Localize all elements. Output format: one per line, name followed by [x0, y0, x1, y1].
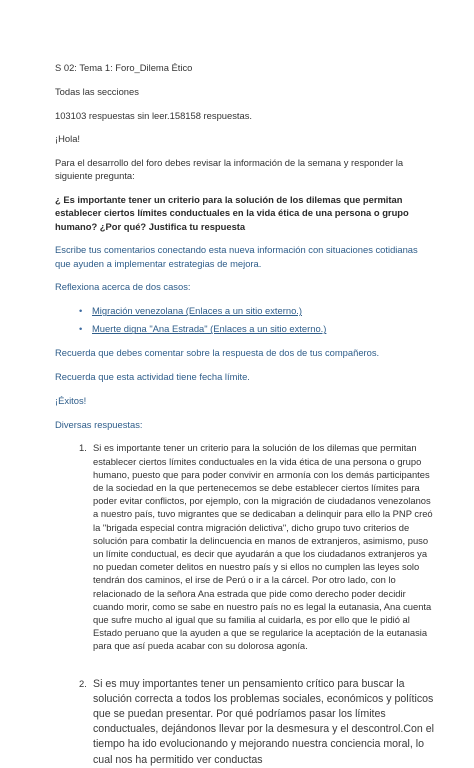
- sections-label: Todas las secciones: [55, 85, 139, 97]
- success-message: ¡Éxitos!: [55, 394, 87, 406]
- answer-number: 1.: [79, 442, 87, 454]
- answer-item: [55, 441, 434, 652]
- answers-list: [55, 441, 434, 767]
- remember-comment: Recuerda que debes comentar sobre la respuesta de dos de tus compañeros.: [55, 347, 380, 359]
- page-title: S 02: Tema 1: Foro_Dilema Ético: [55, 62, 193, 73]
- answer-item: [55, 677, 434, 768]
- answer-text: Si es muy importantes tener un pensamiento crítico para buscar la solución correcta a todos los problemas sociales, económicos y políticos que se puedan presentar. Por qué podríamos pasar los límites conductuales, dejándonos llevar por la desmesura y el descontrol.Con el tiempo ha ido evolucionando y mejorando nuestra conciencia moral, lo cual nos ha permitido ver conductas: [93, 677, 434, 766]
- forum-question: ¿ Es importante tener un criterio para la solución de los dilemas que permitan establecer ciertos límites conductuales en la vida ética de una persona o grupo humano? ¿Por qué? Justifica tu respuesta: [55, 194, 409, 232]
- answer-spacer: [55, 653, 434, 677]
- greeting: ¡Hola!: [55, 133, 81, 145]
- link-migracion-venezolana[interactable]: Migración venezolana (Enlaces a un sitio externo.): [92, 305, 303, 317]
- link-muerte-digna[interactable]: Muerte digna "Ana Estrada" (Enlaces a un sitio externo.): [92, 323, 327, 335]
- answer-text: Si es importante tener un criterio para la solución de los dilemas que permitan establecer ciertos límites conductuales en la vida ética de una persona o grupo humano, puesto que para poder convivir en armonía con los demás participantes de la sociedad en la que pertenecemos se debe establecer ciertos límites para poder evitar conflictos, por ejemplo, con la migración de ciudadanos venezolanos a nuestro país, tuvo migrantes que se dedicaban a delinquir para ello la PNP creó la "brigada especial contra migración delictiva", dicho grupo tuvo criterios de solución para combatir la delincuencia en manos de extranjeros, asimismo, puso un límite conductual, es decir que ayudarán a que los ciudadanos extranjeros ya no puedan cometer delitos en nuestro país y si ellos no cumplen las leyes solo tendrán dos caminos, el irse de Perú o ir a la cárcel. Por otro lado, con lo relacionado de la señora Ana estrada que pide como derecho poder decidir cuando morir, como se sabe en nuestro país no es legal la eutanasia, Ana cuenta que sufre mucho al igual que su familia al cuidarla, es por ello que le pidió al Estado peruano que la ayuden a que se regularice la aceptación de la eutanasia para que así pueda acabar con su dolorosa agonía.: [93, 442, 433, 652]
- response-stats: 103103 respuestas sin leer.158158 respuestas.: [55, 109, 253, 121]
- responses-heading: Diversas respuestas:: [55, 418, 143, 430]
- list-item: [79, 322, 434, 335]
- list-item: [79, 304, 434, 317]
- answer-number: 2.: [79, 677, 87, 689]
- write-instruction: Escribe tus comentarios conectando esta nueva información con situaciones cotidianas que ayuden a implementar estrategias de mejora.: [55, 244, 418, 269]
- cases-list: [55, 304, 434, 335]
- instruction-text: Para el desarrollo del foro debes revisar la información de la semana y responder la siguiente pregunta:: [55, 157, 404, 182]
- bullet-icon: •: [79, 323, 83, 335]
- bullet-icon: •: [79, 305, 83, 317]
- reflect-heading: Reflexiona acerca de dos casos:: [55, 281, 191, 293]
- remember-deadline: Recuerda que esta actividad tiene fecha límite.: [55, 370, 250, 382]
